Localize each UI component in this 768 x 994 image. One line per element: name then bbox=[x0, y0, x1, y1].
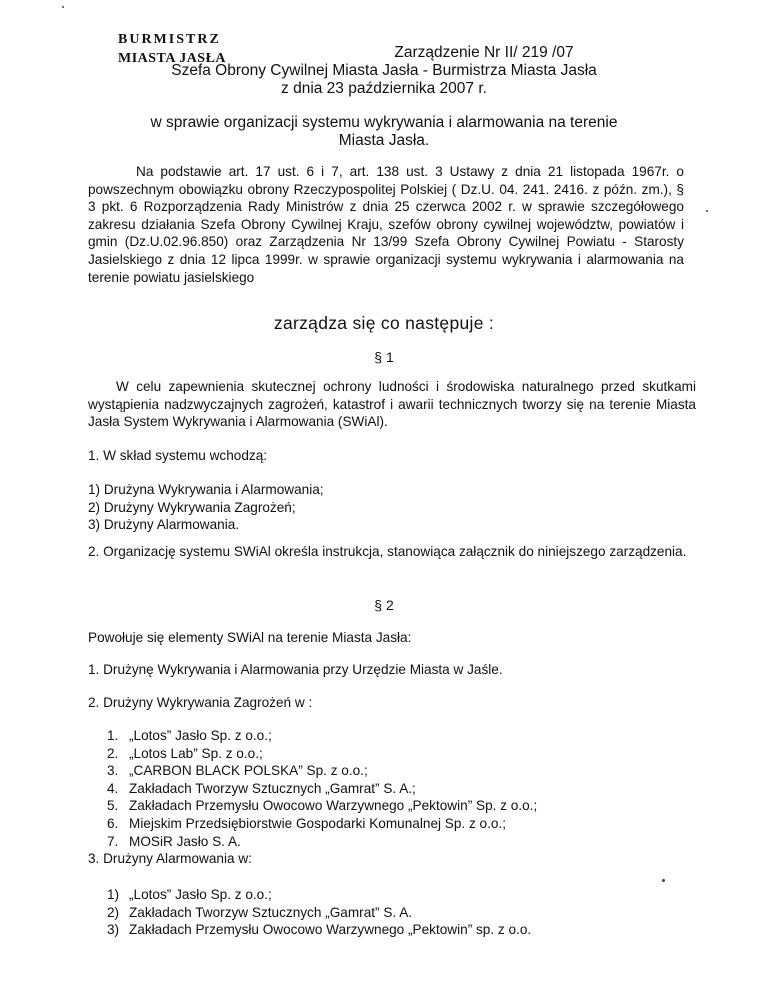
threat-detection-firms-list bbox=[107, 727, 537, 850]
subject-line-1: w sprawie organizacji systemu wykrywania i alarmowania na terenie bbox=[150, 114, 618, 131]
list-item: 5. Zakładach Przemysłu Owocowo Warzywnego „Pektowin” Sp. z o.o.; bbox=[107, 798, 538, 814]
legal-basis-paragraph: Na podstawie art. 17 ust. 6 i 7, art. 138 ust. 3 Ustawy z dnia 21 listopada 1967r. o powszechnym obowiązku obrony Rzeczypospolitej Polskiej ( Dz.U. 04. 241. 2416. z późn. zm.), § 3 pkt. 6 Rozporządzenia Rady Ministrów z dnia 25 czerwca 2002 r. w sprawie szczegółowego zakresu działania Szefa Obrony Cywilnej Kraju, szefów obrony cywilnej województw, powiatów i gmin (Dz.U.02.96.850) oraz Zarządzenia Nr 13/99 Szefa Obrony Cywilnej Powiatu - Starosty Jasielskiego z dnia 12 lipca 1999r. w sprawie organizacji systemu wykrywania i alarmowania na terenie powiatu jasielskiego bbox=[88, 164, 684, 285]
list-item: 4. Zakładach Tworzyw Sztucznych „Gamrat” S. A.; bbox=[107, 780, 416, 796]
list-item: 2) Zakładach Tworzyw Sztucznych „Gamrat” S. A. bbox=[107, 904, 413, 920]
system-organization-paragraph: 2. Organizację systemu SWiAl określa instrukcja, stanowiąca załącznik do niniejszego zarządzenia. bbox=[88, 544, 687, 559]
scan-speck bbox=[706, 210, 708, 212]
stamp-line-1: BURMISTRZ bbox=[118, 32, 221, 47]
system-composition-heading: 1. W skład systemu wchodzą: bbox=[88, 448, 268, 463]
list-item: 6. Miejskim Przedsiębiorstwie Gospodarki Komunalnej Sp. z o.o.; bbox=[107, 815, 507, 831]
stamp-line-2: MIASTA JASŁA bbox=[118, 51, 227, 66]
list-item: 3) Drużyny Alarmowania. bbox=[88, 517, 240, 533]
alarm-teams-list bbox=[107, 886, 531, 939]
teams-list bbox=[88, 481, 324, 534]
section-1-mark: § 1 bbox=[374, 349, 394, 365]
scan-speck bbox=[62, 6, 64, 8]
document-title: Zarządzenie Nr II/ 219 /07 bbox=[394, 44, 574, 61]
detection-alarm-team-item: 1. Drużynę Wykrywania i Alarmowania przy Urzędzie Miasta w Jaśle. bbox=[88, 662, 503, 677]
document-subject bbox=[0, 114, 768, 150]
document-date: z dnia 23 października 2007 r. bbox=[281, 80, 487, 97]
scan-speck bbox=[662, 879, 665, 882]
decree-heading: zarządza się co następuje : bbox=[273, 313, 495, 333]
list-item: 3. „CARBON BLACK POLSKA” Sp. z o.o.; bbox=[107, 763, 368, 779]
list-item: 3) Zakładach Przemysłu Owocowo Warzywnego „Pektowin” sp. z o.o. bbox=[107, 922, 532, 938]
section-2-mark: § 2 bbox=[374, 597, 394, 613]
list-item: 1. „Lotos” Jasło Sp. z o.o.; bbox=[107, 728, 272, 743]
threat-detection-teams-heading: 2. Drużyny Wykrywania Zagrożeń w : bbox=[88, 695, 313, 710]
list-item: 7. MOSiR Jasło S. A. bbox=[107, 833, 241, 849]
list-item: 2) Drużyny Wykrywania Zagrożeń; bbox=[88, 499, 296, 515]
alarm-teams-heading: 3. Drużyny Alarmowania w: bbox=[88, 851, 252, 866]
list-item: 1) Drużyna Wykrywania i Alarmowania; bbox=[88, 482, 324, 497]
appointment-paragraph: Powołuje się elementy SWiAl na terenie Miasta Jasła: bbox=[88, 630, 412, 645]
list-item: 1) „Lotos” Jasło Sp. z o.o.; bbox=[107, 887, 272, 902]
subject-line-2: Miasta Jasła. bbox=[338, 132, 430, 149]
document-issuer: Szefa Obrony Cywilnej Miasta Jasła - Burmistrza Miasta Jasła bbox=[171, 62, 597, 79]
list-item: 2. „Lotos Lab” Sp. z o.o.; bbox=[107, 745, 263, 761]
section-1-goal: W celu zapewnienia skutecznej ochrony ludności i środowiska naturalnego przed skutkami wystąpienia nadzwyczajnych zagrożeń, katastrof i awarii technicznych tworzy się na terenie Miasta Jasła System Wykrywania i Alarmowania (SWiAl). bbox=[88, 379, 696, 430]
